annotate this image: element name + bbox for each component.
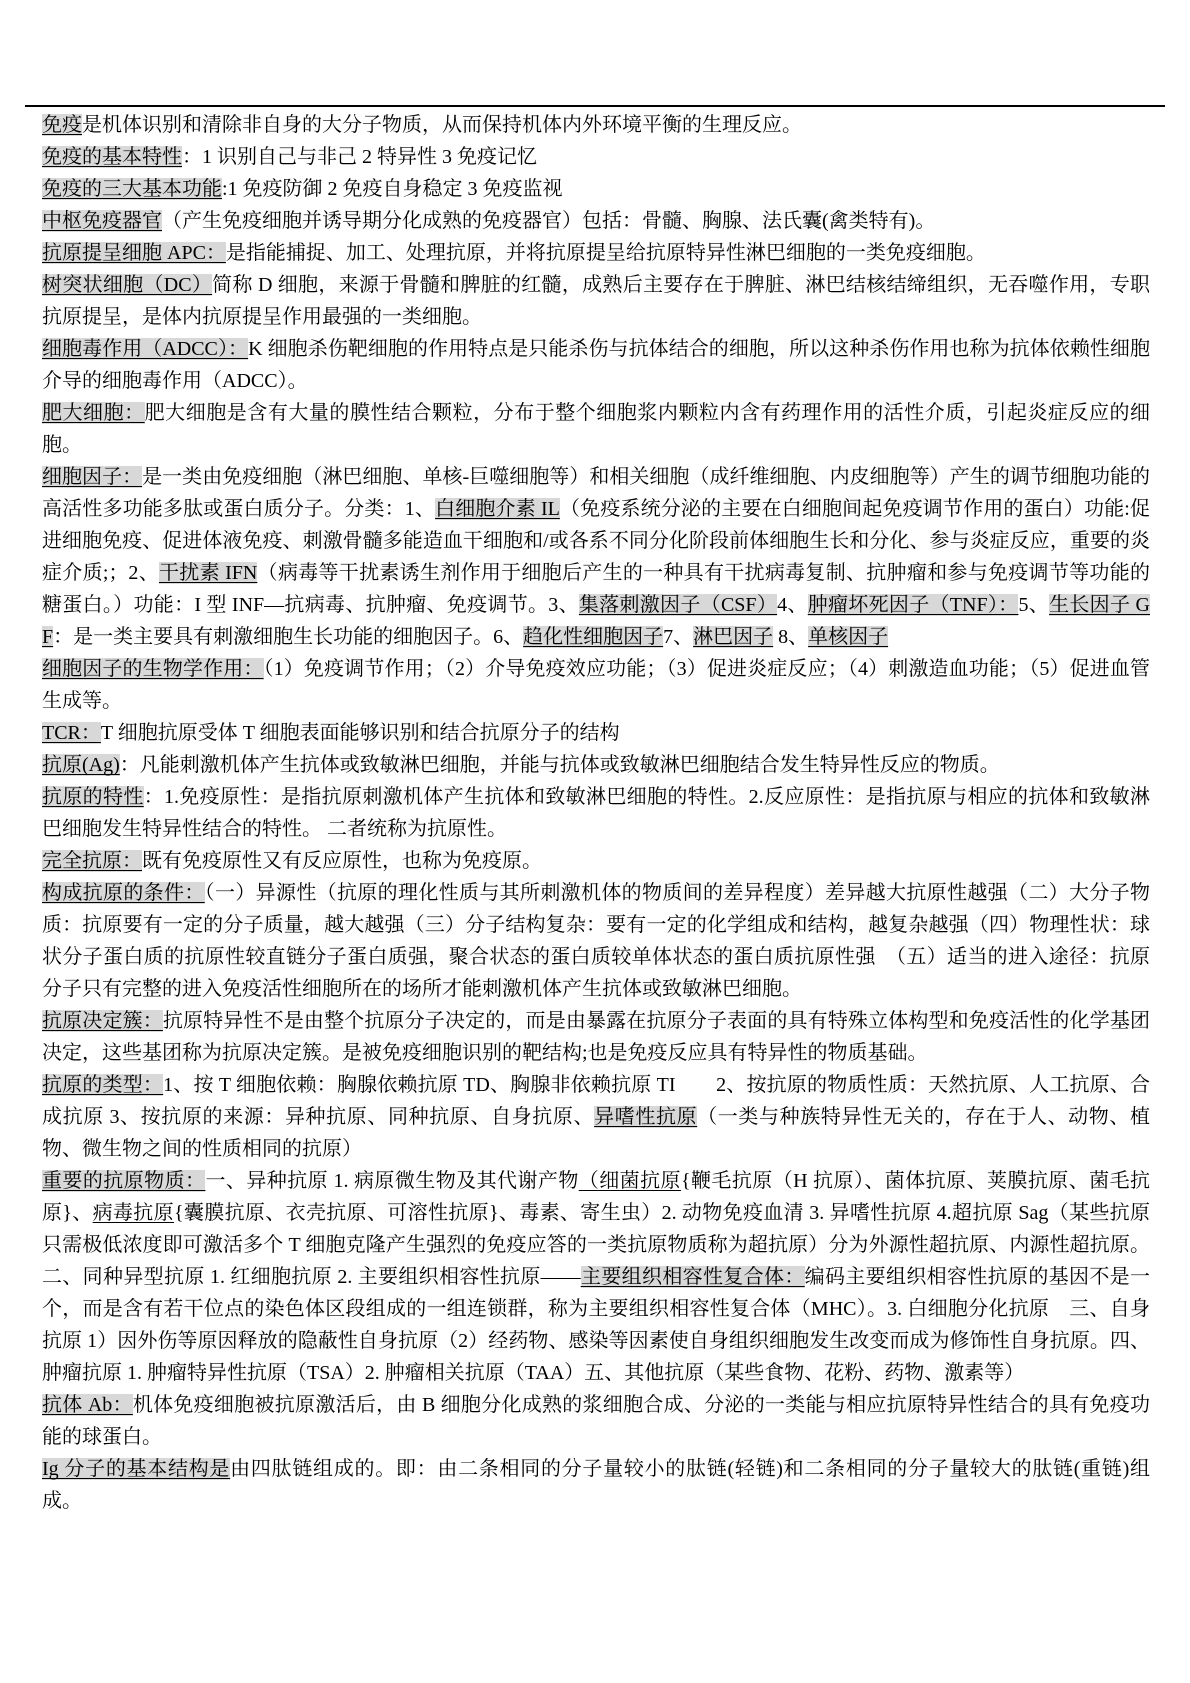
text-run: 5、 xyxy=(1018,594,1050,616)
highlighted-term: 树突状细胞（DC） xyxy=(42,274,213,296)
highlighted-term: 抗原的特性 xyxy=(42,786,144,808)
text-run: 机体免疫细胞被抗原激活后，由 B 细胞分化成熟的浆细胞合成、分泌的一类能与相应抗原特异性结合的具有免疫功能的球蛋白。 xyxy=(42,1394,1150,1448)
text-run: （一类与种族特异性无关的，存在于人、动物、植物、微生物之间的性质相同的抗原） xyxy=(42,1106,1151,1160)
text-run: （1）免疫调节作用；（2）介导免疫效应功能；（3）促进炎症反应；（4）刺激造血功能；（5）促进血管生成等。 xyxy=(42,658,1151,712)
highlighted-term: 免疫的基本特性 xyxy=(42,146,182,168)
paragraph xyxy=(42,109,1150,141)
paragraph xyxy=(42,173,1150,205)
highlighted-term: 干扰素 IFN xyxy=(159,562,258,584)
highlighted-term: 抗原(Ag) xyxy=(42,754,120,776)
paragraph xyxy=(42,1165,1150,1389)
text-run: （产生免疫细胞并诱导期分化成熟的免疫器官）包括：骨髓、胸腺、法氏囊(禽类特有)。 xyxy=(162,210,936,232)
paragraph xyxy=(42,1069,1150,1165)
highlighted-term: 重要的抗原物质： xyxy=(42,1170,206,1192)
highlighted-term: 中枢免疫器官 xyxy=(42,210,162,232)
text-run: ：是一类主要具有刺激细胞生长功能的细胞因子。6、 xyxy=(53,626,524,648)
highlighted-term: 集落刺激因子（CSF） xyxy=(578,594,778,616)
highlighted-term: 白细胞介素 IL xyxy=(435,498,560,520)
highlighted-term: 抗原提呈细胞 APC： xyxy=(42,242,226,264)
text-run: 由四肽链组成的。即：由二条相同的分子量较小的肽链(轻链)和二条相同的分子量较大的肽链(重链)组成。 xyxy=(42,1458,1150,1512)
highlighted-term: 淋巴因子 xyxy=(693,626,774,648)
highlighted-term: 免疫的三大基本功能 xyxy=(42,178,222,200)
highlighted-term: Ig 分子的基本结构是 xyxy=(42,1458,231,1480)
highlighted-term: 构成抗原的条件： xyxy=(42,882,205,904)
highlighted-term: 抗原决定簇： xyxy=(42,1010,163,1032)
highlighted-term: TCR： xyxy=(42,722,101,744)
paragraph xyxy=(42,397,1150,461)
highlighted-term: 细胞因子： xyxy=(42,466,143,488)
highlighted-term: 肥大细胞： xyxy=(42,402,145,424)
paragraph xyxy=(42,1453,1150,1517)
text-run: 编码主要组织相容性抗原的基因不是一个，而是含有若干位点的染色体区段组成的一组连锁群，称为主要组织相容性复合体（MHC）。3. 白细胞分化抗原 三、自身抗原 1）因外伤等原因释放的隐蔽性自身抗原（2）经药物、感染等因素使自身组织细胞发生改变而成为修饰性自身抗原。四、肿瘤抗原 1. 肿瘤特异性抗原（TSA）2. 肿瘤相关抗原（TAA）五、其他抗原（某些食物、花粉、药物、激素等） xyxy=(42,1266,1151,1384)
text-run: ：1.免疫原性：是指抗原刺激机体产生抗体和致敏淋巴细胞的特性。2.反应原性：是指抗原与相应的抗体和致敏淋巴细胞发生特异性结合的特性。 二者统称为抗原性。 xyxy=(42,786,1151,840)
paragraph xyxy=(42,1389,1150,1453)
text-run: K 细胞杀伤靶细胞的作用特点是只能杀伤与抗体结合的细胞，所以这种杀伤作用也称为抗体依赖性细胞介导的细胞毒作用（ADCC）。 xyxy=(42,338,1150,392)
text-run: {鞭毛抗原（H 抗原）、菌体抗原、荚膜抗原、菌毛抗原}、 xyxy=(42,1170,1151,1224)
text-run: 抗原特异性不是由整个抗原分子决定的，而是由暴露在抗原分子表面的具有特殊立体构型和免疫活性的化学基团决定，这些基团称为抗原决定簇。是被免疫细胞识别的靶结构;也是免疫反应具有特异性的物质基础。 xyxy=(42,1010,1151,1064)
highlighted-term: 生长因子 GF xyxy=(42,594,1150,648)
underlined-term: 病毒抗原 xyxy=(92,1202,174,1224)
paragraph xyxy=(42,237,1150,269)
document-body xyxy=(42,109,1150,1517)
text-run: 是一类由免疫细胞（淋巴细胞、单核-巨噬细胞等）和相关细胞（成纤维细胞、内皮细胞等）产生的调节细胞功能的高活性多功能多肽或蛋白质分子。分类：1、 xyxy=(42,466,1150,520)
paragraph xyxy=(42,653,1150,717)
text-run: 肥大细胞是含有大量的膜性结合颗粒，分布于整个细胞浆内颗粒内含有药理作用的活性介质，引起炎症反应的细胞。 xyxy=(42,402,1151,456)
text-run: 简称 D 细胞，来源于骨髓和脾脏的红髓，成熟后主要存在于脾脏、淋巴结核结缔组织，无吞噬作用，专职抗原提呈，是体内抗原提呈作用最强的一类细胞。 xyxy=(42,274,1150,328)
paragraph xyxy=(42,333,1150,397)
highlighted-term: 免疫 xyxy=(42,114,82,136)
highlighted-term: 抗原的类型： xyxy=(42,1074,164,1096)
text-run: ：1 识别自己与非己 2 特异性 3 免疫记忆 xyxy=(182,146,537,168)
text-run: 既有免疫原性又有反应原性，也称为免疫原。 xyxy=(142,850,542,872)
text-run: {囊膜抗原、衣壳抗原、可溶性抗原}、毒素、寄生虫）2. 动物免疫血清 3. 异嗜性抗原 4.超抗原 Sag（某些抗原只需极低浓度即可激活多个 T 细胞克隆产生强烈的免疫应答的一类抗原物质称为超抗原）分为外源性超抗原、内源性超抗原。二、同种异型抗原 1. 红细胞抗原 2. 主要组织相容性抗原—— xyxy=(42,1202,1151,1288)
paragraph xyxy=(42,205,1150,237)
text-run: 8、 xyxy=(773,626,809,648)
text-run: 一、异种抗原 1. 病原微生物及其代谢产物 xyxy=(205,1170,579,1192)
paragraph xyxy=(42,781,1150,845)
text-run: （病毒等干扰素诱生剂作用于细胞后产生的一种具有干扰病毒复制、抗肿瘤和参与免疫调节等功能的糖蛋白。）功能：I 型 INF—抗病毒、抗肿瘤、免疫调节。3、 xyxy=(42,562,1150,616)
text-run: 4、 xyxy=(777,594,808,616)
highlighted-term: 完全抗原： xyxy=(42,850,142,872)
text-run: :1 免疫防御 2 免疫自身稳定 3 免疫监视 xyxy=(222,178,563,200)
text-run: 7、 xyxy=(663,626,694,648)
text-run: 是机体识别和清除非自身的大分子物质，从而保持机体内外环境平衡的生理反应。 xyxy=(82,114,802,136)
highlighted-term: 异嗜性抗原 xyxy=(594,1106,698,1128)
highlighted-term: 单核因子 xyxy=(808,626,889,648)
highlighted-term: 趋化性细胞因子 xyxy=(523,626,664,648)
text-run: （免疫系统分泌的主要在白细胞间起免疫调节作用的蛋白）功能:促进细胞免疫、促进体液免疫、刺激骨髓多能造血干细胞和/或各系不同分化阶段前体细胞生长和分化、参与炎症反应，重要的炎症介质;；2、 xyxy=(42,498,1150,584)
text-run: T 细胞抗原受体 T 细胞表面能够识别和结合抗原分子的结构 xyxy=(100,722,620,744)
paragraph xyxy=(42,717,1150,749)
underlined-term: （细菌抗原 xyxy=(578,1170,681,1192)
header-separator-rule xyxy=(25,105,1165,107)
paragraph xyxy=(42,877,1150,1005)
highlighted-term: 肿瘤坏死因子（TNF）： xyxy=(807,594,1019,616)
text-run: 1、按 T 细胞依赖：胸腺依赖抗原 TD、胸腺非依赖抗原 TI 2、按抗原的物质性质：天然抗原、人工抗原、合成抗原 3、按抗原的来源：异种抗原、同种抗原、自身抗原、 xyxy=(42,1074,1150,1128)
paragraph xyxy=(42,141,1150,173)
paragraph xyxy=(42,749,1150,781)
highlighted-term: 抗体 Ab： xyxy=(42,1394,133,1416)
text-run: （一）异源性（抗原的理化性质与其所刺激机体的物质间的差异程度）差异越大抗原性越强（二）大分子物质：抗原要有一定的分子质量，越大越强（三）分子结构复杂：要有一定的化学组成和结构，越复杂越强（四）物理性状：球状分子蛋白质的抗原性较直链分子蛋白质强，聚合状态的蛋白质较单体状态的蛋白质抗原性强 （五）适当的进入途径：抗原分子只有完整的进入免疫活性细胞所在的场所才能刺激机体产生抗体或致敏淋巴细胞。 xyxy=(42,882,1151,1000)
text-run: 是指能捕捉、加工、处理抗原，并将抗原提呈给抗原特异性淋巴细胞的一类免疫细胞。 xyxy=(225,242,986,264)
highlighted-term: 细胞毒作用（ADCC）： xyxy=(42,338,249,360)
highlighted-term: 主要组织相容性复合体： xyxy=(580,1266,805,1288)
paragraph xyxy=(42,269,1150,333)
paragraph xyxy=(42,845,1150,877)
text-run: ：凡能刺激机体产生抗体或致敏淋巴细胞，并能与抗体或致敏淋巴细胞结合发生特异性反应的物质。 xyxy=(119,754,1000,776)
paragraph xyxy=(42,1005,1150,1069)
highlighted-term: 细胞因子的生物学作用： xyxy=(42,658,264,680)
paragraph xyxy=(42,461,1150,653)
